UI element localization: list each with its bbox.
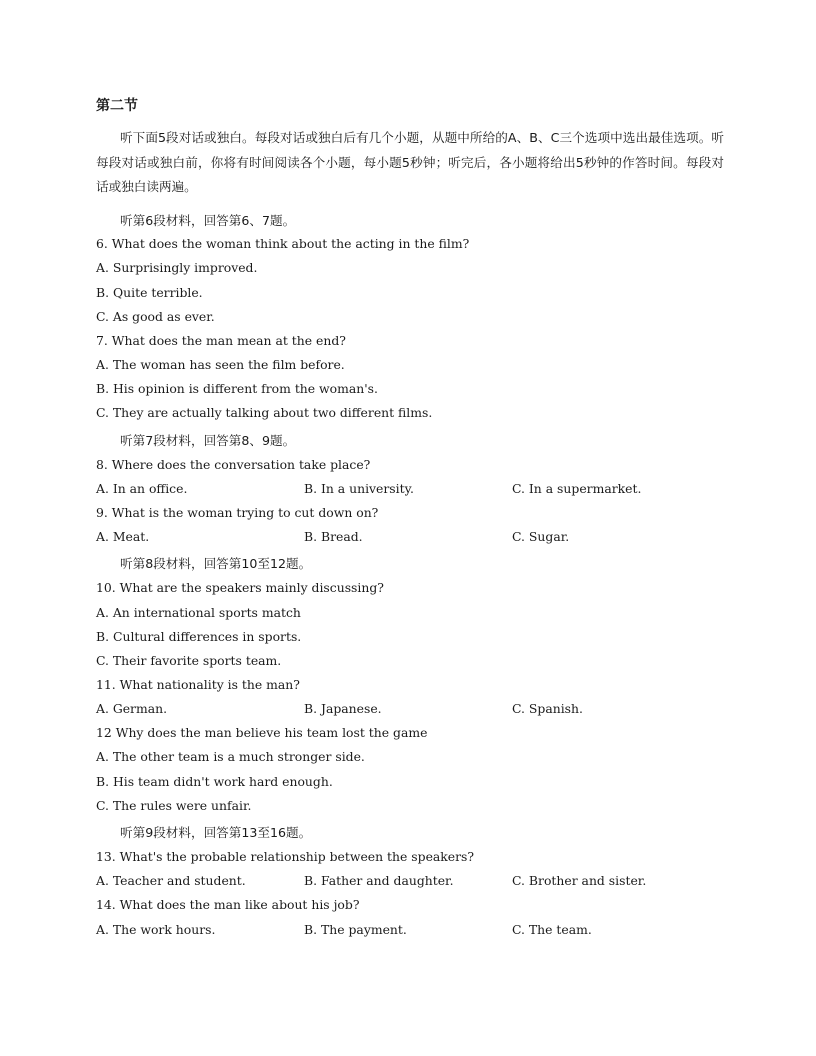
q13-option-b: B. Father and daughter. [304,873,454,888]
question-10: 10. What are the speakers mainly discussing? [96,580,384,595]
section-instructions: 听下面5段对话或独白。每段对话或独白后有几个小题，从题中所给的A、B、C三个选项中选出最佳选项。听每段对话或独白前，你将有时间阅读各个小题，每小题5秒钟；听完后，各小题将给出5秒钟的作答时间。每段对话或独白读两遍。 [96,130,724,194]
q13-option-a: A. Teacher and student. [96,873,246,888]
q6-option-a: A. Surprisingly improved. [96,260,258,275]
question-13: 13. What's the probable relationship between the speakers? [96,849,475,864]
q7-option-c: C. They are actually talking about two different films. [96,405,433,420]
q8-option-b: B. In a university. [304,481,414,496]
q9-option-a: A. Meat. [96,529,150,544]
question-12: 12 Why does the man believe his team lost the game [96,725,428,740]
q6-option-c: C. As good as ever. [96,309,215,324]
q12-option-b: B. His team didn't work hard enough. [96,774,333,789]
q8-option-c: C. In a supermarket. [512,481,642,496]
q14-option-c: C. The team. [512,922,592,937]
q10-option-c: C. Their favorite sports team. [96,653,282,668]
q8-option-a: A. In an office. [96,481,188,496]
q10-option-a: A. An international sports match [96,605,301,620]
q10-option-b: B. Cultural differences in sports. [96,629,302,644]
q9-option-c: C. Sugar. [512,529,570,544]
q11-option-b: B. Japanese. [304,701,382,716]
material-6-instruction: 听第6段材料，回答第6、7题。 [120,213,296,228]
question-11: 11. What nationality is the man? [96,677,300,692]
question-7: 7. What does the man mean at the end? [96,333,346,348]
q6-option-b: B. Quite terrible. [96,285,203,300]
q11-option-a: A. German. [96,701,168,716]
material-9-instruction: 听第9段材料，回答第13至16题。 [120,825,312,840]
question-6: 6. What does the woman think about the acting in the film? [96,236,470,251]
material-7-instruction: 听第7段材料，回答第8、9题。 [120,433,296,448]
q11-option-c: C. Spanish. [512,701,583,716]
section-title: 第二节 [96,98,138,114]
q7-option-b: B. His opinion is different from the woman's. [96,381,378,396]
question-14: 14. What does the man like about his job? [96,897,360,912]
q14-option-b: B. The payment. [304,922,407,937]
q13-option-c: C. Brother and sister. [512,873,647,888]
q12-option-a: A. The other team is a much stronger side. [96,749,365,764]
q14-option-a: A. The work hours. [96,922,216,937]
question-8: 8. Where does the conversation take place? [96,457,371,472]
q12-option-c: C. The rules were unfair. [96,798,252,813]
material-8-instruction: 听第8段材料，回答第10至12题。 [120,556,312,571]
q9-option-b: B. Bread. [304,529,363,544]
question-9: 9. What is the woman trying to cut down on? [96,505,379,520]
q7-option-a: A. The woman has seen the film before. [96,357,345,372]
